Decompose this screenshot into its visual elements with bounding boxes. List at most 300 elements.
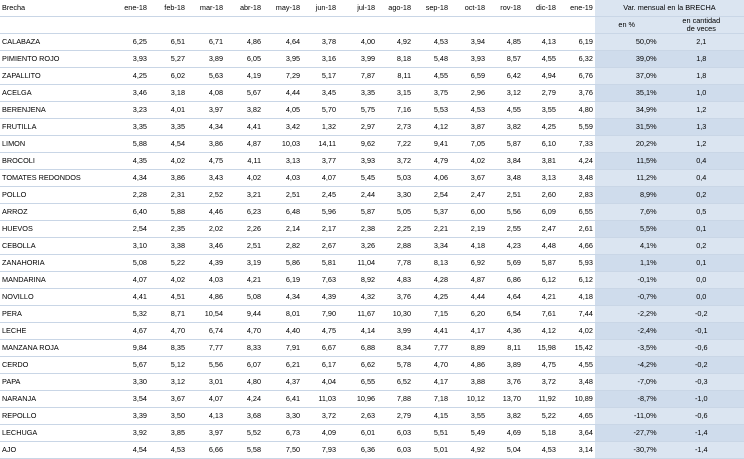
month-value: 2,38 — [338, 221, 377, 238]
month-value: 7,44 — [558, 306, 595, 323]
month-value: 3,46 — [187, 238, 225, 255]
product-name: ZAPALLITO — [0, 68, 107, 85]
month-value: 6,12 — [558, 272, 595, 289]
times-header-line-1: en cantidad — [682, 16, 721, 25]
var-pct-value: 8,9% — [595, 187, 659, 204]
var-pct-value: -2,2% — [595, 306, 659, 323]
month-value: 5,86 — [263, 255, 302, 272]
month-value: 3,01 — [187, 374, 225, 391]
month-value: 3,77 — [302, 153, 338, 170]
month-value: 5,45 — [338, 170, 377, 187]
var-pct-value: -11,0% — [595, 408, 659, 425]
month-value: 2,45 — [302, 187, 338, 204]
month-value: 4,25 — [413, 289, 450, 306]
month-value: 4,44 — [263, 85, 302, 102]
var-pct-value: 7,6% — [595, 204, 659, 221]
month-value: 6,10 — [523, 136, 558, 153]
month-value: 6,62 — [338, 357, 377, 374]
var-times-value: -1,0 — [659, 391, 744, 408]
month-value: 5,03 — [377, 170, 413, 187]
month-value: 10,96 — [338, 391, 377, 408]
var-times-value: 0,5 — [659, 204, 744, 221]
month-value: 3,94 — [450, 34, 487, 51]
product-name: ARROZ — [0, 204, 107, 221]
month-value: 6,74 — [187, 323, 225, 340]
month-value: 5,87 — [487, 136, 523, 153]
month-value: 7,61 — [523, 306, 558, 323]
month-value: 3,48 — [558, 170, 595, 187]
month-value: 5,22 — [149, 255, 187, 272]
month-value: 4,05 — [263, 102, 302, 119]
month-value: 6,54 — [487, 306, 523, 323]
var-times-value: -0,2 — [659, 357, 744, 374]
table-row — [0, 51, 744, 68]
month-value: 4,03 — [263, 170, 302, 187]
month-header: ago-18 — [377, 0, 413, 17]
month-value: 3,26 — [338, 238, 377, 255]
month-value: 4,13 — [187, 408, 225, 425]
var-pct-value: 11,5% — [595, 153, 659, 170]
var-pct-value: 37,0% — [595, 68, 659, 85]
var-times-value: -0,6 — [659, 408, 744, 425]
month-value: 7,93 — [302, 442, 338, 459]
month-value: 3,82 — [225, 102, 263, 119]
month-value: 5,37 — [413, 204, 450, 221]
month-value: 6,32 — [558, 51, 595, 68]
month-value: 6,03 — [377, 442, 413, 459]
var-mensual-header: Var. mensual en la BRECHA — [595, 0, 744, 17]
month-value: 8,13 — [413, 255, 450, 272]
pct-header: en % — [595, 17, 659, 34]
table-row — [0, 136, 744, 153]
product-name: LECHE — [0, 323, 107, 340]
table-row — [0, 119, 744, 136]
month-value: 3,19 — [225, 255, 263, 272]
var-times-value: 0,0 — [659, 272, 744, 289]
month-header: feb-18 — [149, 0, 187, 17]
month-value: 6,17 — [302, 357, 338, 374]
var-pct-value: -4,2% — [595, 357, 659, 374]
month-value: 7,91 — [263, 340, 302, 357]
month-value: 8,11 — [377, 68, 413, 85]
product-name: ZANAHORIA — [0, 255, 107, 272]
month-value: 4,70 — [149, 323, 187, 340]
header-row-top — [0, 0, 744, 17]
month-value: 4,07 — [187, 391, 225, 408]
table-row — [0, 425, 744, 442]
month-value: 5,87 — [523, 255, 558, 272]
month-value: 7,88 — [377, 391, 413, 408]
month-value: 8,11 — [487, 340, 523, 357]
var-pct-value: -0,7% — [595, 289, 659, 306]
month-value: 4,66 — [558, 238, 595, 255]
month-value: 7,33 — [558, 136, 595, 153]
month-value: 3,21 — [225, 187, 263, 204]
product-name: BERENJENA — [0, 102, 107, 119]
month-value: 2,31 — [149, 187, 187, 204]
table-row — [0, 187, 744, 204]
times-header-line-2: de veces — [686, 24, 716, 33]
var-times-value: 0,1 — [659, 221, 744, 238]
month-value: 4,25 — [107, 68, 149, 85]
header-row-sub — [0, 17, 744, 34]
table-row — [0, 442, 744, 459]
month-value: 3,14 — [558, 442, 595, 459]
month-value: 3,35 — [338, 85, 377, 102]
month-value: 4,08 — [187, 85, 225, 102]
month-value: 6,52 — [377, 374, 413, 391]
month-value: 4,53 — [413, 34, 450, 51]
month-value: 13,70 — [487, 391, 523, 408]
month-value: 4,19 — [225, 68, 263, 85]
month-value: 7,15 — [413, 306, 450, 323]
product-name: PAPA — [0, 374, 107, 391]
month-value: 3,16 — [302, 51, 338, 68]
month-header: dic-18 — [523, 0, 558, 17]
month-value: 3,82 — [487, 408, 523, 425]
product-name: CALABAZA — [0, 34, 107, 51]
month-value: 2,17 — [302, 221, 338, 238]
month-value: 4,24 — [225, 391, 263, 408]
month-value: 4,18 — [558, 289, 595, 306]
month-value: 3,67 — [149, 391, 187, 408]
month-value: 3,10 — [107, 238, 149, 255]
month-value: 3,67 — [450, 170, 487, 187]
var-pct-value: 11,2% — [595, 170, 659, 187]
month-value: 6,73 — [263, 425, 302, 442]
month-value: 7,22 — [377, 136, 413, 153]
month-value: 3,72 — [523, 374, 558, 391]
month-value: 4,15 — [413, 408, 450, 425]
month-value: 4,11 — [225, 153, 263, 170]
month-value: 3,39 — [107, 408, 149, 425]
times-header — [659, 17, 744, 34]
month-value: 7,90 — [302, 306, 338, 323]
month-value: 4,94 — [523, 68, 558, 85]
month-value: 5,93 — [558, 255, 595, 272]
month-value: 4,23 — [487, 238, 523, 255]
month-value: 5,52 — [225, 425, 263, 442]
product-name: AJO — [0, 442, 107, 459]
month-value: 15,42 — [558, 340, 595, 357]
month-value: 3,76 — [558, 85, 595, 102]
month-value: 5,53 — [413, 102, 450, 119]
month-value: 5,67 — [107, 357, 149, 374]
table-row — [0, 272, 744, 289]
month-value: 4,18 — [450, 238, 487, 255]
month-value: 3,89 — [487, 357, 523, 374]
table-row — [0, 255, 744, 272]
month-value: 4,17 — [450, 323, 487, 340]
table-row — [0, 391, 744, 408]
month-value: 7,05 — [450, 136, 487, 153]
month-value: 4,36 — [487, 323, 523, 340]
month-value: 3,55 — [523, 102, 558, 119]
month-value: 5,63 — [187, 68, 225, 85]
month-value: 2,61 — [558, 221, 595, 238]
month-value: 4,02 — [149, 153, 187, 170]
product-name: LECHUGA — [0, 425, 107, 442]
month-value: 6,23 — [225, 204, 263, 221]
month-value: 4,87 — [225, 136, 263, 153]
table-row — [0, 238, 744, 255]
month-value: 10,30 — [377, 306, 413, 323]
month-value: 4,85 — [487, 34, 523, 51]
product-name: ACELGA — [0, 85, 107, 102]
month-value: 2,54 — [107, 221, 149, 238]
month-value: 6,07 — [225, 357, 263, 374]
month-value: 4,65 — [558, 408, 595, 425]
month-value: 5,56 — [187, 357, 225, 374]
month-value: 2,25 — [377, 221, 413, 238]
product-name: MANZANA ROJA — [0, 340, 107, 357]
var-pct-value: 34,9% — [595, 102, 659, 119]
month-value: 3,48 — [487, 170, 523, 187]
month-value: 5,75 — [338, 102, 377, 119]
month-value: 4,70 — [413, 357, 450, 374]
month-value: 4,07 — [107, 272, 149, 289]
month-value: 4,86 — [450, 357, 487, 374]
month-value: 2,14 — [263, 221, 302, 238]
month-value: 2,88 — [377, 238, 413, 255]
month-value: 5,08 — [225, 289, 263, 306]
var-pct-value: 31,5% — [595, 119, 659, 136]
month-value: 5,17 — [302, 68, 338, 85]
month-value: 4,64 — [487, 289, 523, 306]
month-value: 2,63 — [338, 408, 377, 425]
month-value: 4,54 — [107, 442, 149, 459]
month-value: 4,48 — [523, 238, 558, 255]
month-value: 3,30 — [107, 374, 149, 391]
month-header: sep-18 — [413, 0, 450, 17]
month-value: 2,26 — [225, 221, 263, 238]
product-name: FRUTILLA — [0, 119, 107, 136]
month-value: 4,06 — [413, 170, 450, 187]
month-value: 5,08 — [107, 255, 149, 272]
month-value: 2,60 — [523, 187, 558, 204]
month-value: 3,46 — [107, 85, 149, 102]
month-value: 4,37 — [263, 374, 302, 391]
month-value: 4,04 — [302, 374, 338, 391]
month-value: 5,22 — [523, 408, 558, 425]
month-value: 4,24 — [558, 153, 595, 170]
month-value: 7,87 — [338, 68, 377, 85]
var-times-value: 1,3 — [659, 119, 744, 136]
month-value: 2,83 — [558, 187, 595, 204]
var-times-value: 1,8 — [659, 51, 744, 68]
month-value: 4,32 — [338, 289, 377, 306]
month-value: 3,34 — [413, 238, 450, 255]
month-value: 3,30 — [377, 187, 413, 204]
month-value: 1,32 — [302, 119, 338, 136]
month-header: oct-18 — [450, 0, 487, 17]
month-value: 6,86 — [487, 272, 523, 289]
month-value: 3,87 — [450, 119, 487, 136]
month-value: 4,55 — [487, 102, 523, 119]
month-header: mar-18 — [187, 0, 225, 17]
month-value: 4,80 — [225, 374, 263, 391]
month-value: 4,40 — [263, 323, 302, 340]
table-row — [0, 85, 744, 102]
var-times-value: 0,0 — [659, 289, 744, 306]
month-value: 3,15 — [377, 85, 413, 102]
month-value: 3,35 — [149, 119, 187, 136]
month-value: 6,41 — [263, 391, 302, 408]
month-value: 2,44 — [338, 187, 377, 204]
month-value: 4,86 — [187, 289, 225, 306]
month-value: 5,01 — [413, 442, 450, 459]
var-pct-value: 1,1% — [595, 255, 659, 272]
month-value: 4,14 — [338, 323, 377, 340]
month-value: 9,62 — [338, 136, 377, 153]
month-value: 3,35 — [107, 119, 149, 136]
month-value: 4,12 — [413, 119, 450, 136]
month-value: 4,07 — [302, 170, 338, 187]
table-row — [0, 374, 744, 391]
month-value: 3,72 — [377, 153, 413, 170]
month-value: 4,02 — [149, 272, 187, 289]
month-value: 3,78 — [302, 34, 338, 51]
month-value: 7,78 — [377, 255, 413, 272]
month-value: 10,03 — [263, 136, 302, 153]
month-value: 4,87 — [450, 272, 487, 289]
var-times-value: -0,1 — [659, 323, 744, 340]
month-value: 8,89 — [450, 340, 487, 357]
var-times-value: 0,4 — [659, 153, 744, 170]
month-value: 3,64 — [558, 425, 595, 442]
month-value: 3,81 — [523, 153, 558, 170]
month-value: 4,55 — [523, 51, 558, 68]
month-value: 6,67 — [302, 340, 338, 357]
month-value: 4,53 — [149, 442, 187, 459]
month-value: 5,69 — [487, 255, 523, 272]
month-value: 3,50 — [149, 408, 187, 425]
month-value: 6,21 — [263, 357, 302, 374]
month-value: 2,28 — [107, 187, 149, 204]
month-value: 2,51 — [487, 187, 523, 204]
month-value: 3,97 — [187, 102, 225, 119]
month-value: 6,55 — [558, 204, 595, 221]
month-header: jun-18 — [302, 0, 338, 17]
month-value: 7,29 — [263, 68, 302, 85]
month-value: 7,16 — [377, 102, 413, 119]
product-name: PIMIENTO ROJO — [0, 51, 107, 68]
product-name: NOVILLO — [0, 289, 107, 306]
month-header: ene-18 — [107, 0, 149, 17]
month-value: 3,95 — [263, 51, 302, 68]
month-value: 3,12 — [149, 374, 187, 391]
month-value: 5,27 — [149, 51, 187, 68]
month-value: 3,54 — [107, 391, 149, 408]
month-value: 3,86 — [149, 170, 187, 187]
month-value: 2,52 — [187, 187, 225, 204]
month-value: 3,99 — [377, 323, 413, 340]
month-value: 4,83 — [377, 272, 413, 289]
month-value: 3,43 — [187, 170, 225, 187]
month-value: 4,86 — [225, 34, 263, 51]
var-times-value: -0,3 — [659, 374, 744, 391]
month-value: 4,35 — [107, 153, 149, 170]
var-pct-value: 35,1% — [595, 85, 659, 102]
month-value: 4,75 — [523, 357, 558, 374]
month-value: 4,39 — [302, 289, 338, 306]
month-value: 2,19 — [450, 221, 487, 238]
month-value: 6,20 — [450, 306, 487, 323]
var-times-value: 1,2 — [659, 136, 744, 153]
month-value: 3,82 — [487, 119, 523, 136]
month-value: 2,02 — [187, 221, 225, 238]
month-value: 2,67 — [302, 238, 338, 255]
month-value: 5,58 — [225, 442, 263, 459]
month-value: 3,89 — [187, 51, 225, 68]
month-value: 3,93 — [107, 51, 149, 68]
month-value: 4,55 — [558, 357, 595, 374]
month-value: 6,09 — [523, 204, 558, 221]
month-value: 4,92 — [450, 442, 487, 459]
var-times-value: -0,6 — [659, 340, 744, 357]
month-value: 6,92 — [450, 255, 487, 272]
table-row — [0, 68, 744, 85]
product-name: TOMATES REDONDOS — [0, 170, 107, 187]
month-value: 2,96 — [450, 85, 487, 102]
month-value: 4,46 — [187, 204, 225, 221]
month-value: 4,55 — [413, 68, 450, 85]
month-value: 6,76 — [558, 68, 595, 85]
month-header: abr-18 — [225, 0, 263, 17]
month-value: 8,92 — [338, 272, 377, 289]
month-value: 4,41 — [225, 119, 263, 136]
table-row — [0, 102, 744, 119]
table-row — [0, 204, 744, 221]
var-times-value: 0,2 — [659, 187, 744, 204]
var-times-value: 0,2 — [659, 238, 744, 255]
var-pct-value: -8,7% — [595, 391, 659, 408]
month-value: 8,33 — [225, 340, 263, 357]
month-value: 3,92 — [107, 425, 149, 442]
month-value: 3,48 — [558, 374, 595, 391]
month-value: 4,75 — [302, 323, 338, 340]
table-row — [0, 323, 744, 340]
month-value: 7,77 — [413, 340, 450, 357]
month-value: 6,25 — [107, 34, 149, 51]
month-value: 5,51 — [413, 425, 450, 442]
month-value: 2,79 — [523, 85, 558, 102]
month-value: 6,55 — [338, 374, 377, 391]
product-name: LIMON — [0, 136, 107, 153]
month-value: 4,64 — [263, 34, 302, 51]
month-value: 11,67 — [338, 306, 377, 323]
var-times-value: 1,8 — [659, 68, 744, 85]
month-value: 4,39 — [187, 255, 225, 272]
table-row — [0, 408, 744, 425]
month-value: 5,49 — [450, 425, 487, 442]
month-value: 4,54 — [149, 136, 187, 153]
month-value: 4,25 — [523, 119, 558, 136]
month-value: 5,48 — [413, 51, 450, 68]
month-value: 6,42 — [487, 68, 523, 85]
month-value: 2,82 — [263, 238, 302, 255]
month-value: 4,53 — [450, 102, 487, 119]
product-name: CEBOLLA — [0, 238, 107, 255]
month-value: 9,41 — [413, 136, 450, 153]
var-pct-value: -2,4% — [595, 323, 659, 340]
month-value: 6,88 — [338, 340, 377, 357]
month-value: 3,93 — [450, 51, 487, 68]
month-value: 5,04 — [487, 442, 523, 459]
var-times-value: 1,0 — [659, 85, 744, 102]
month-value: 4,41 — [413, 323, 450, 340]
month-value: 6,01 — [338, 425, 377, 442]
